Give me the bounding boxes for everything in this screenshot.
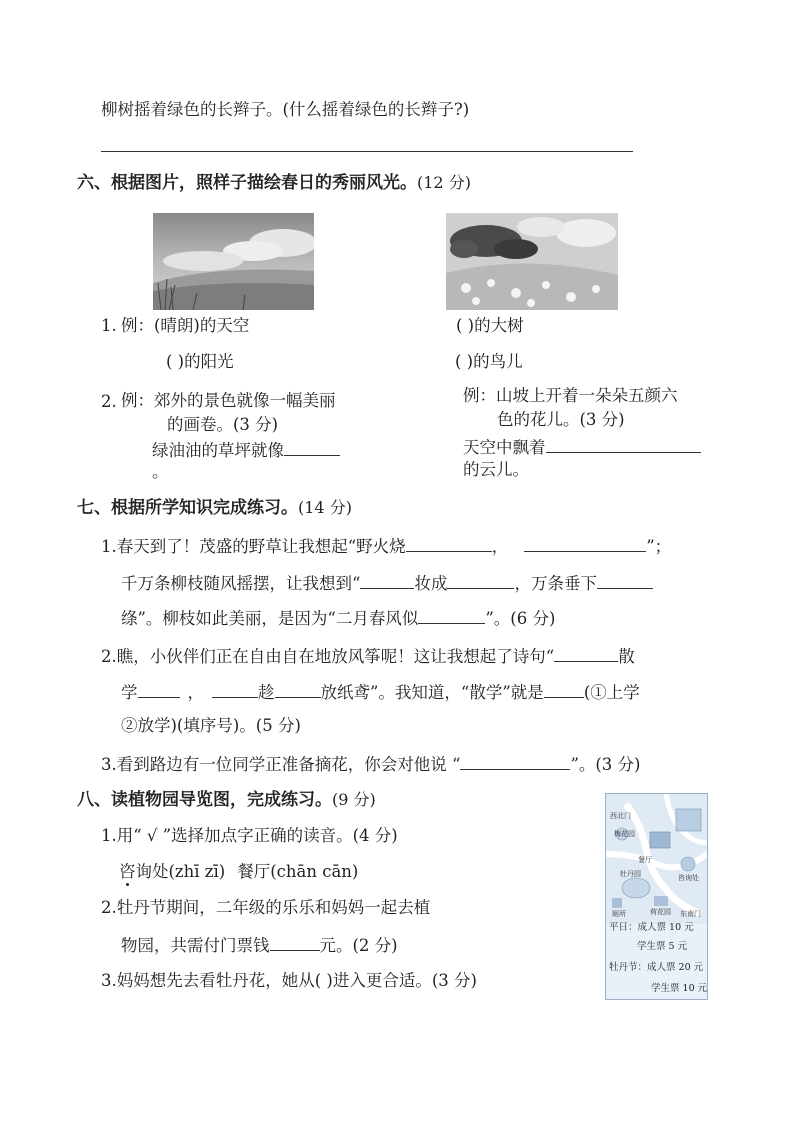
q2-example-line2: 的画卷。(3 分) [167,415,279,434]
blank-chun-feng[interactable] [524,534,646,552]
q2-answer-blank[interactable] [284,438,340,456]
q2-fill-line: 绿油油的草坪就像 [152,438,340,462]
blank-er-tong[interactable] [554,644,618,662]
q3-answer-blank[interactable] [546,435,701,453]
p7-q2-line2: 学 ， 趁 放纸鸢”。我知道，“散学”就是 (①上学 [121,680,640,704]
section-heading-8: 八、读植物园导览图，完成练习。(9 分) [77,790,376,810]
q3-fill-line: 天空中飘着 [463,435,701,459]
blank-jian-dao[interactable] [418,606,485,624]
q3-example-line1: 例：山坡上开着一朵朵五颜六 [463,386,678,405]
blank-ticket-price[interactable] [270,933,320,951]
blank-dong-feng[interactable] [275,680,321,698]
p7-q1-line1: 1.春天到了！茂盛的野草让我想起“野火烧 ， ”； [101,534,671,558]
question-text: 柳树摇着绿色的长辫子。(什么摇着绿色的长辫子?) [101,100,470,119]
fee-weekday-student: 学生票 5 元 [637,941,688,952]
q1-example: 例：(晴朗)的天空 [121,316,250,335]
map-label-toilet: 厕所 [612,910,626,918]
map-label-plum: 梅花园 [614,830,635,838]
q2-number: 2. [101,392,117,411]
garden-guide-map [605,793,708,1000]
blank-gui-lai-zao[interactable] [138,680,180,698]
fee-festival-student: 学生票 10 元 [651,983,708,994]
p7-q2-line1: 2.瞧，小伙伴们正在自由自在地放风筝呢！这让我想起了诗句“ 散 [101,644,635,668]
p8-q3[interactable]: 3.妈妈想先去看牡丹花，她从( )进入更合适。(3 分) [101,971,477,990]
blank-yi-shu-gao[interactable] [447,571,514,589]
p8-q1: 1.用“ √ ”选择加点字正确的读音。(4 分) [101,826,398,845]
blank-advice[interactable] [460,752,570,770]
map-label-restaurant: 餐厅 [638,856,652,864]
blank-bi-yu[interactable] [360,571,414,589]
fee-weekday-adult: 平日：成人票 10 元 [609,922,694,933]
map-label-peony: 牡丹园 [620,870,641,878]
blank-mang[interactable] [212,680,258,698]
blank-san-xue[interactable] [544,680,584,698]
fee-festival-adult: 牡丹节：成人票 20 元 [609,962,704,973]
map-label-lotus: 荷花园 [650,908,671,916]
q1-number: 1. [101,316,117,335]
q3-example-line2: 色的花儿。(3 分) [497,410,625,429]
p8-q2-line2: 物园，共需付门票钱 元。(2 分) [121,933,398,957]
p7-q3: 3.看到路边有一位同学正准备摘花，你会对他说 “ ”。(3 分) [101,752,641,776]
p7-q2-line3: ②放学)(填序号)。(5 分) [121,716,301,735]
blank-ye-huo-shao[interactable] [406,534,492,552]
q2-example-line1: 例：郊外的景色就像一幅美丽 [121,391,336,410]
q1-blank-sunshine[interactable]: ( )的阳光 [166,352,234,371]
q2-fill-end: 。 [152,462,169,481]
p7-q1-line2: 千万条柳枝随风摇摆，让我想到“ 妆成 ，万条垂下 [121,571,653,595]
q1-blank-tree[interactable]: ( )的大树 [456,316,524,335]
blank-lv-si[interactable] [597,571,653,589]
section-heading-7: 七、根据所学知识完成练习。(14 分) [77,498,352,518]
p7-q1-line3: 绦”。柳枝如此美丽，是因为“二月春风似 ”。(6 分) [121,606,555,630]
spring-sky-picture [153,213,314,310]
map-label-west-gate: 西北门 [610,812,631,820]
section-heading-6: 六、根据图片，照样子描绘春日的秀丽风光。(12 分) [77,173,471,193]
p8-q1-words: 咨询处(zhī zī) 餐厅(chān cān) [119,862,359,881]
answer-line[interactable] [101,151,633,152]
map-label-info: 咨询处 [678,874,699,882]
q3-fill-end: 的云儿。 [463,460,529,479]
q1-blank-bird[interactable]: ( )的鸟儿 [455,352,523,371]
map-label-southeast-gate: 东南门 [680,910,701,918]
p8-q2-line1: 2.牡丹节期间，二年级的乐乐和妈妈一起去植 [101,898,431,917]
spring-tree-picture [446,213,618,310]
